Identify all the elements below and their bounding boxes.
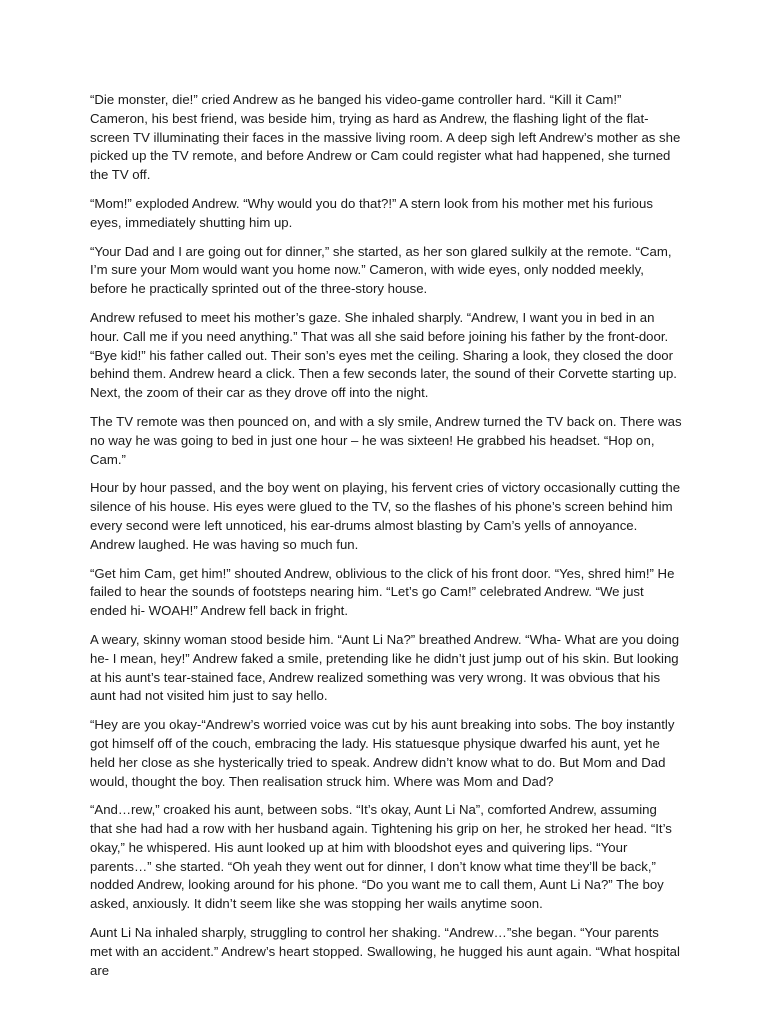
paragraph-2: “Mom!” exploded Andrew. “Why would you do that?!” A stern look from his mother met his furious eyes, immediately shutting him up.	[90, 195, 653, 230]
paragraph-7: “Get him Cam, get him!” shouted Andrew, oblivious to the click of his front door. “Yes, shred him!” He failed to hear the sounds of footsteps nearing him. “Let’s go Cam!” celebrated Andrew. “We just ended hi- WOAH!” Andrew fell back in fright.	[90, 565, 675, 619]
paragraph-5: The TV remote was then pounced on, and with a sly smile, Andrew turned the TV back on. There was no way he was going to bed in just one hour – he was sixteen! He grabbed his headset. “Hop on, Cam.”	[90, 413, 682, 467]
paragraph-1: “Die monster, die!” cried Andrew as he banged his video-game controller hard. “Kill it Cam!” Cameron, his best friend, was beside him, trying as hard as Andrew, the flashing light of the flat-screen TV illuminating their faces in the massive living room. A deep sigh left Andrew’s mother as she picked up the TV remote, and before Andrew or Cam could register what had happened, she turned the TV off.	[90, 92, 681, 183]
paragraph-11: Aunt Li Na inhaled sharply, struggling to control her shaking. “Andrew…”she began. “Your parents met with an accident.” Andrew’s heart stopped. Swallowing, he hugged his aunt again. “What hospital are	[90, 925, 680, 978]
paragraph-3: “Your Dad and I are going out for dinner,” she started, as her son glared sulkily at the remote. “Cam, I’m sure your Mom would want you home now.” Cameron, with wide eyes, only nodded meekly, before he practically sprinted out of the three-story house.	[90, 243, 672, 297]
paragraph-6: Hour by hour passed, and the boy went on playing, his fervent cries of victory occasionally cutting the silence of his house. His eyes were glued to the TV, so the flashes of his phone’s screen behind him every second were left unnoticed, his ear-drums almost blasting by Cam’s yells of annoyance. Andrew laughed. He was having so much fun.	[90, 480, 681, 552]
paragraph-8: A weary, skinny woman stood beside him. “Aunt Li Na?” breathed Andrew. “Wha- What are you doing he- I mean, hey!” Andrew faked a smile, pretending like he didn’t just jump out of his skin. But looking at his aunt’s tear-stained face, Andrew realized something was very wrong. It was obvious that his aunt had not visited him just to say hello.	[90, 631, 680, 704]
paragraph-10: “And…rew,” croaked his aunt, between sobs. “It’s okay, Aunt Li Na”, comforted Andrew, assuming that she had had a row with her husband again. Tightening his grip on her, he stroked her head. “It’s okay,” he whispered. His aunt looked up at him with bloodshot eyes and quivering lips. “Your parents…” she started. “Oh yeah they went out for dinner, I don’t know what time they’ll be back,” nodded Andrew, looking around for his phone. “Do you want me to call them, Aunt Li Na?” The boy asked, anxiously. It didn’t seem like she was stopping her wails anytime soon.	[90, 802, 672, 912]
paragraph-4: Andrew refused to meet his mother’s gaze. She inhaled sharply. “Andrew, I want you in bed in an hour. Call me if you need anything.” That was all she said before joining his father by the front-door. “Bye kid!” his father called out. Their son’s eyes met the ceiling. Sharing a look, they closed the door behind them. Andrew heard a click. Then a few seconds later, the sound of their Corvette starting up. Next, the zoom of their car as they drove off into the night.	[90, 309, 677, 401]
document-page	[90, 91, 682, 990]
paragraph-9: “Hey are you okay-“Andrew’s worried voice was cut by his aunt breaking into sobs. The boy instantly got himself off of the couch, embracing the lady. His statuesque physique dwarfed his aunt, yet he held her close as she hysterically tried to speak. Andrew didn’t know what to do. But Mom and Dad would, thought the boy. Then realisation struck him. Where was Mom and Dad?	[90, 717, 675, 789]
